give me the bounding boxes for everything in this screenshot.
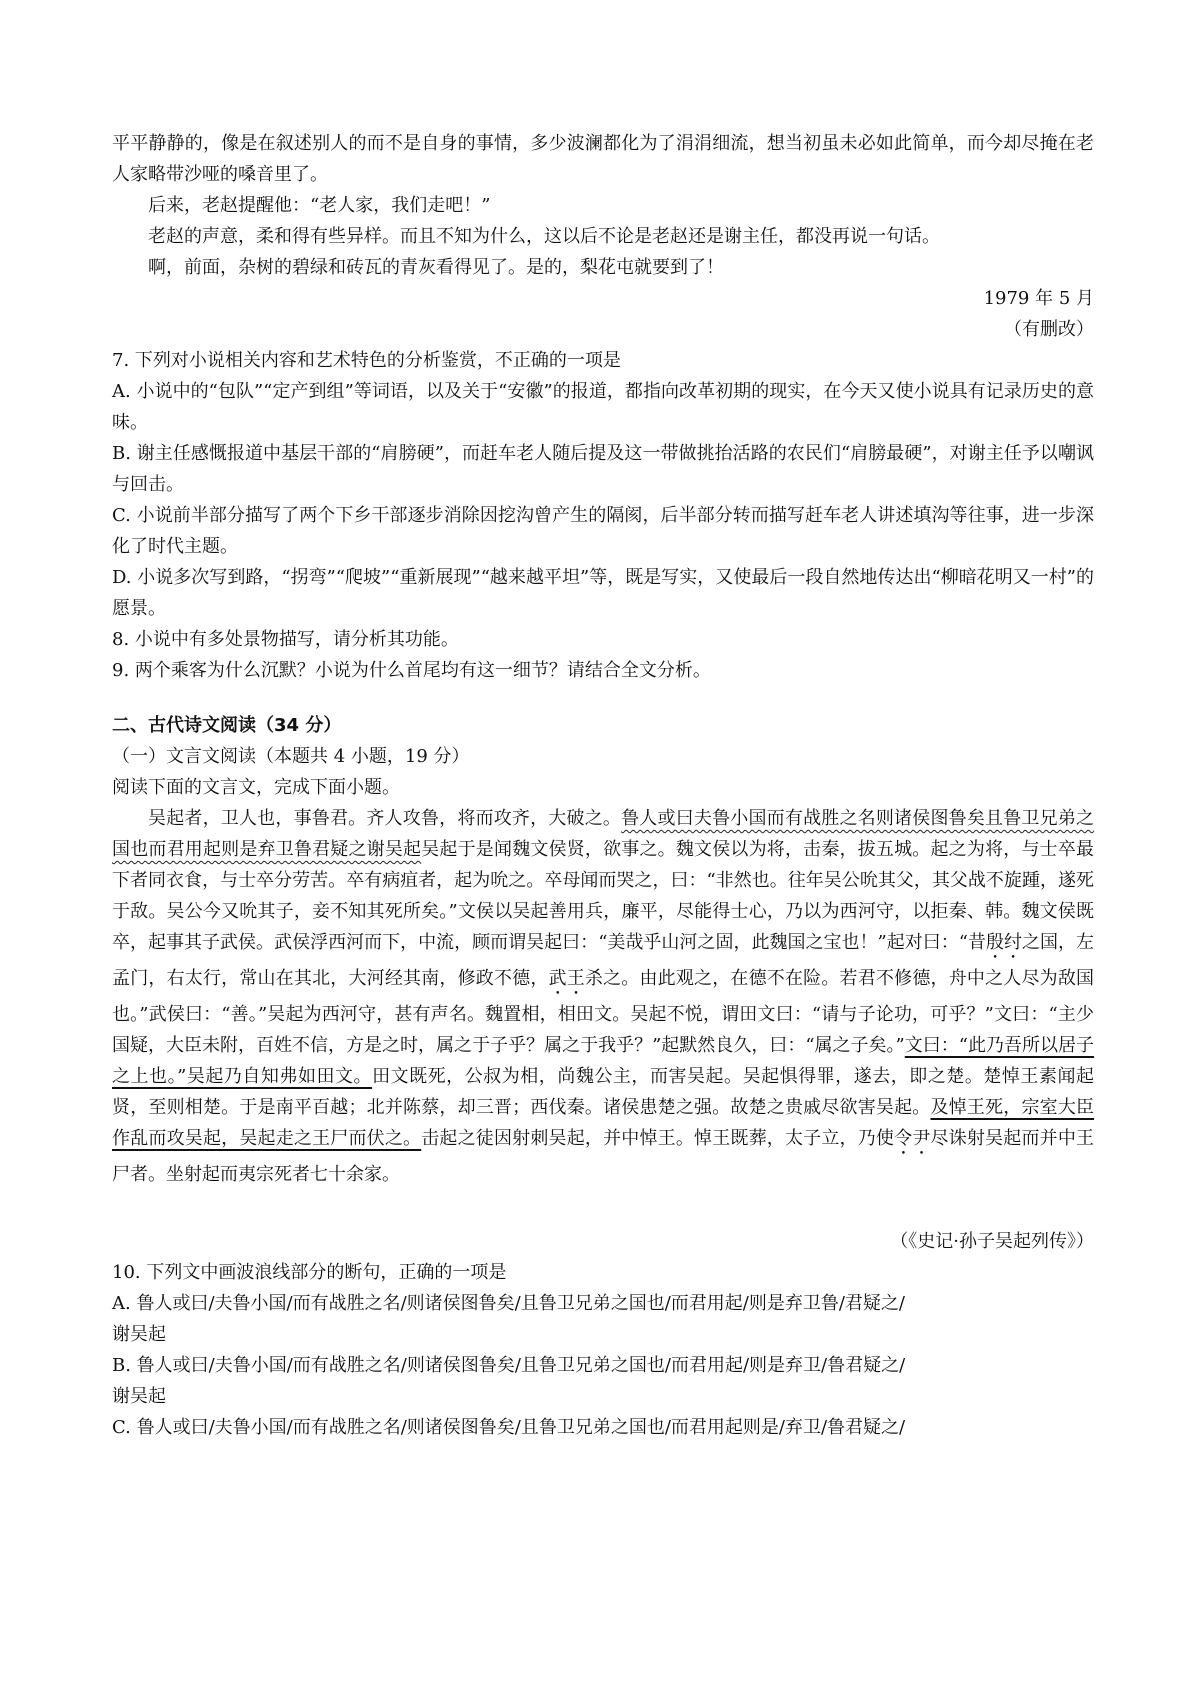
passage-text: 尽诛射吴起而并中王尸者。坐射起而夷宗死者七十余家。 [112, 1128, 1095, 1185]
passage-text: 田文既死，公叔为相，尚魏公主，而害吴起。吴起惧得罪，遂去，即之楚。楚悼王素闻起贤，至则相楚。于是南平百越；北并陈蔡，却三晋；西伐秦。诸侯患楚之强。故楚之贵戚尽欲害吴起。 [112, 1066, 1095, 1118]
story-note: （有删改） [1004, 319, 1094, 340]
question-7-option-a: A. 小说中的“包队”“定产到组”等词语，以及关于“安徽”的报道，都指向改革初期的现实，在今天又使小说具有记录历史的意味。 [112, 381, 1094, 433]
story-paragraph-2: 后来，老赵提醒他：“老人家，我们走吧！” [148, 195, 491, 216]
question-7-option-b: B. 谢主任感慨报道中基层干部的“肩膀硬”，而赶车老人随后提及这一带做挑抬活路的农民们“肩膀最硬”，对谢主任予以嘲讽与回击。 [112, 443, 1094, 495]
question-7-option-d: D. 小说多次写到路，“拐弯”“爬坡”“重新展现”“越来越平坦”等，既是写实，又使最后一段自然地传达出“柳暗花明又一村”的愿景。 [112, 567, 1094, 619]
question-10-option-c: C. 鲁人或曰/夫鲁小国/而有战胜之名/则诸侯图鲁矣/且鲁卫兄弟之国也/而君用起则是/弃卫/鲁君疑之/ [112, 1417, 906, 1438]
passage-source: （《史记·孙子吴起列传》） [890, 1231, 1094, 1252]
dot-marked-term: 殷纣 [985, 932, 1022, 953]
question-10-option-a: A. 鲁人或曰/夫鲁小国/而有战胜之名/则诸侯图鲁矣/且鲁卫兄弟之国也/而君用起/则是弃卫鲁/君疑之/ 谢吴起 [112, 1293, 905, 1345]
wavy-underlined-text: 鲁人或曰夫鲁小国而有战胜之名则诸侯图鲁矣且鲁卫兄弟之国也而君用起则是弃卫鲁君疑之谢吴起 [112, 808, 1095, 860]
dot-marked-term: 武王 [548, 968, 585, 989]
section-2-title: 二、古代诗文阅读（34 分） [112, 715, 342, 736]
question-7-option-c: C. 小说前半部分描写了两个下乡干部逐步消除因挖沟曾产生的隔阂，后半部分转而描写赶车老人讲述填沟等往事，进一步深化了时代主题。 [112, 505, 1094, 557]
section-2-instruction: 阅读下面的文言文，完成下面小题。 [112, 777, 400, 798]
question-9: 9. 两个乘客为什么沉默？小说为什么首尾均有这一细节？请结合全文分析。 [112, 660, 711, 681]
question-7-stem: 7. 下列对小说相关内容和艺术特色的分析鉴赏，不正确的一项是 [112, 350, 621, 371]
section-2-subtitle: （一）文言文阅读（本题共 4 小题，19 分） [112, 746, 470, 767]
passage-text: 杀之。由此观之，在德不在险。若君不修德，舟中之人尽为敌国也。”武侯曰：“善。”吴起为西河守，甚有声名。魏置相，相田文。吴起不悦，谓田文曰：“请与子论功，可乎？”文曰：“主少国疑，大臣未附，百姓不信，方是之时，属之于子乎？属之于我乎？”起默然良久，曰：“属之子矣。” [112, 968, 1095, 1056]
story-paragraph-3: 老赵的声意，柔和得有些异样。而且不知为什么，这以后不论是老赵还是谢主任，都没再说一句话。 [148, 226, 940, 247]
passage-text: 之国，左孟门，右太行，常山在其北，大河经其南，修政不德， [112, 932, 1095, 989]
question-8: 8. 小说中有多处景物描写，请分析其功能。 [112, 629, 459, 650]
story-paragraph-1: 平平静静的，像是在叙述别人的而不是自身的事情，多少波澜都化为了涓涓细流，想当初虽未必如此简单，而今却尽掩在老人家略带沙哑的嗓音里了。 [112, 133, 1094, 185]
underlined-sentence: 及悼王死，宗室大臣作乱而攻吴起，吴起走之王尸而伏之。 [112, 1097, 1095, 1149]
question-10-option-b: B. 鲁人或曰/夫鲁小国/而有战胜之名/则诸侯图鲁矣/且鲁卫兄弟之国也/而君用起/则是弃卫/鲁君疑之/ 谢吴起 [112, 1355, 906, 1407]
story-paragraph-4: 啊，前面，杂树的碧绿和砖瓦的青灰看得见了。是的，梨花屯就要到了！ [148, 257, 724, 278]
classical-passage [112, 803, 1094, 1190]
passage-text: 吴起于是闻魏文侯贤，欲事之。魏文侯以为将，击秦，拔五城。起之为将，与士卒最下者同衣食，与士卒分劳苦。卒有病疽者，起为吮之。卒母闻而哭之，曰：“非然也。往年吴公吮其父，其父战不旋踵，遂死于敌。吴公今又吮其子，妾不知其死所矣。”文侯以吴起善用兵，廉平，尽能得士心，乃以为西河守，以拒秦、韩。魏文侯既卒，起事其子武侯。武侯浮西河而下，中流，顾而谓吴起曰：“美哉乎山河之固，此魏国之宝也！”起对曰：“昔 [112, 839, 1095, 953]
story-date: 1979 年 5 月 [983, 288, 1094, 309]
passage-text: 击起之徒因射刺吴起，并中悼王。悼王既葬，太子立，乃使 [421, 1128, 895, 1149]
passage-text: 吴起者，卫人也，事鲁君。齐人攻鲁，将而攻齐，大破之。 [148, 808, 622, 829]
underlined-sentence: 文曰：“此乃吾所以居子之上也。”吴起乃自知弗如田文。 [112, 1035, 1095, 1087]
question-10-stem: 10. 下列文中画波浪线部分的断句，正确的一项是 [112, 1262, 507, 1283]
dot-marked-term: 令尹 [894, 1128, 931, 1149]
